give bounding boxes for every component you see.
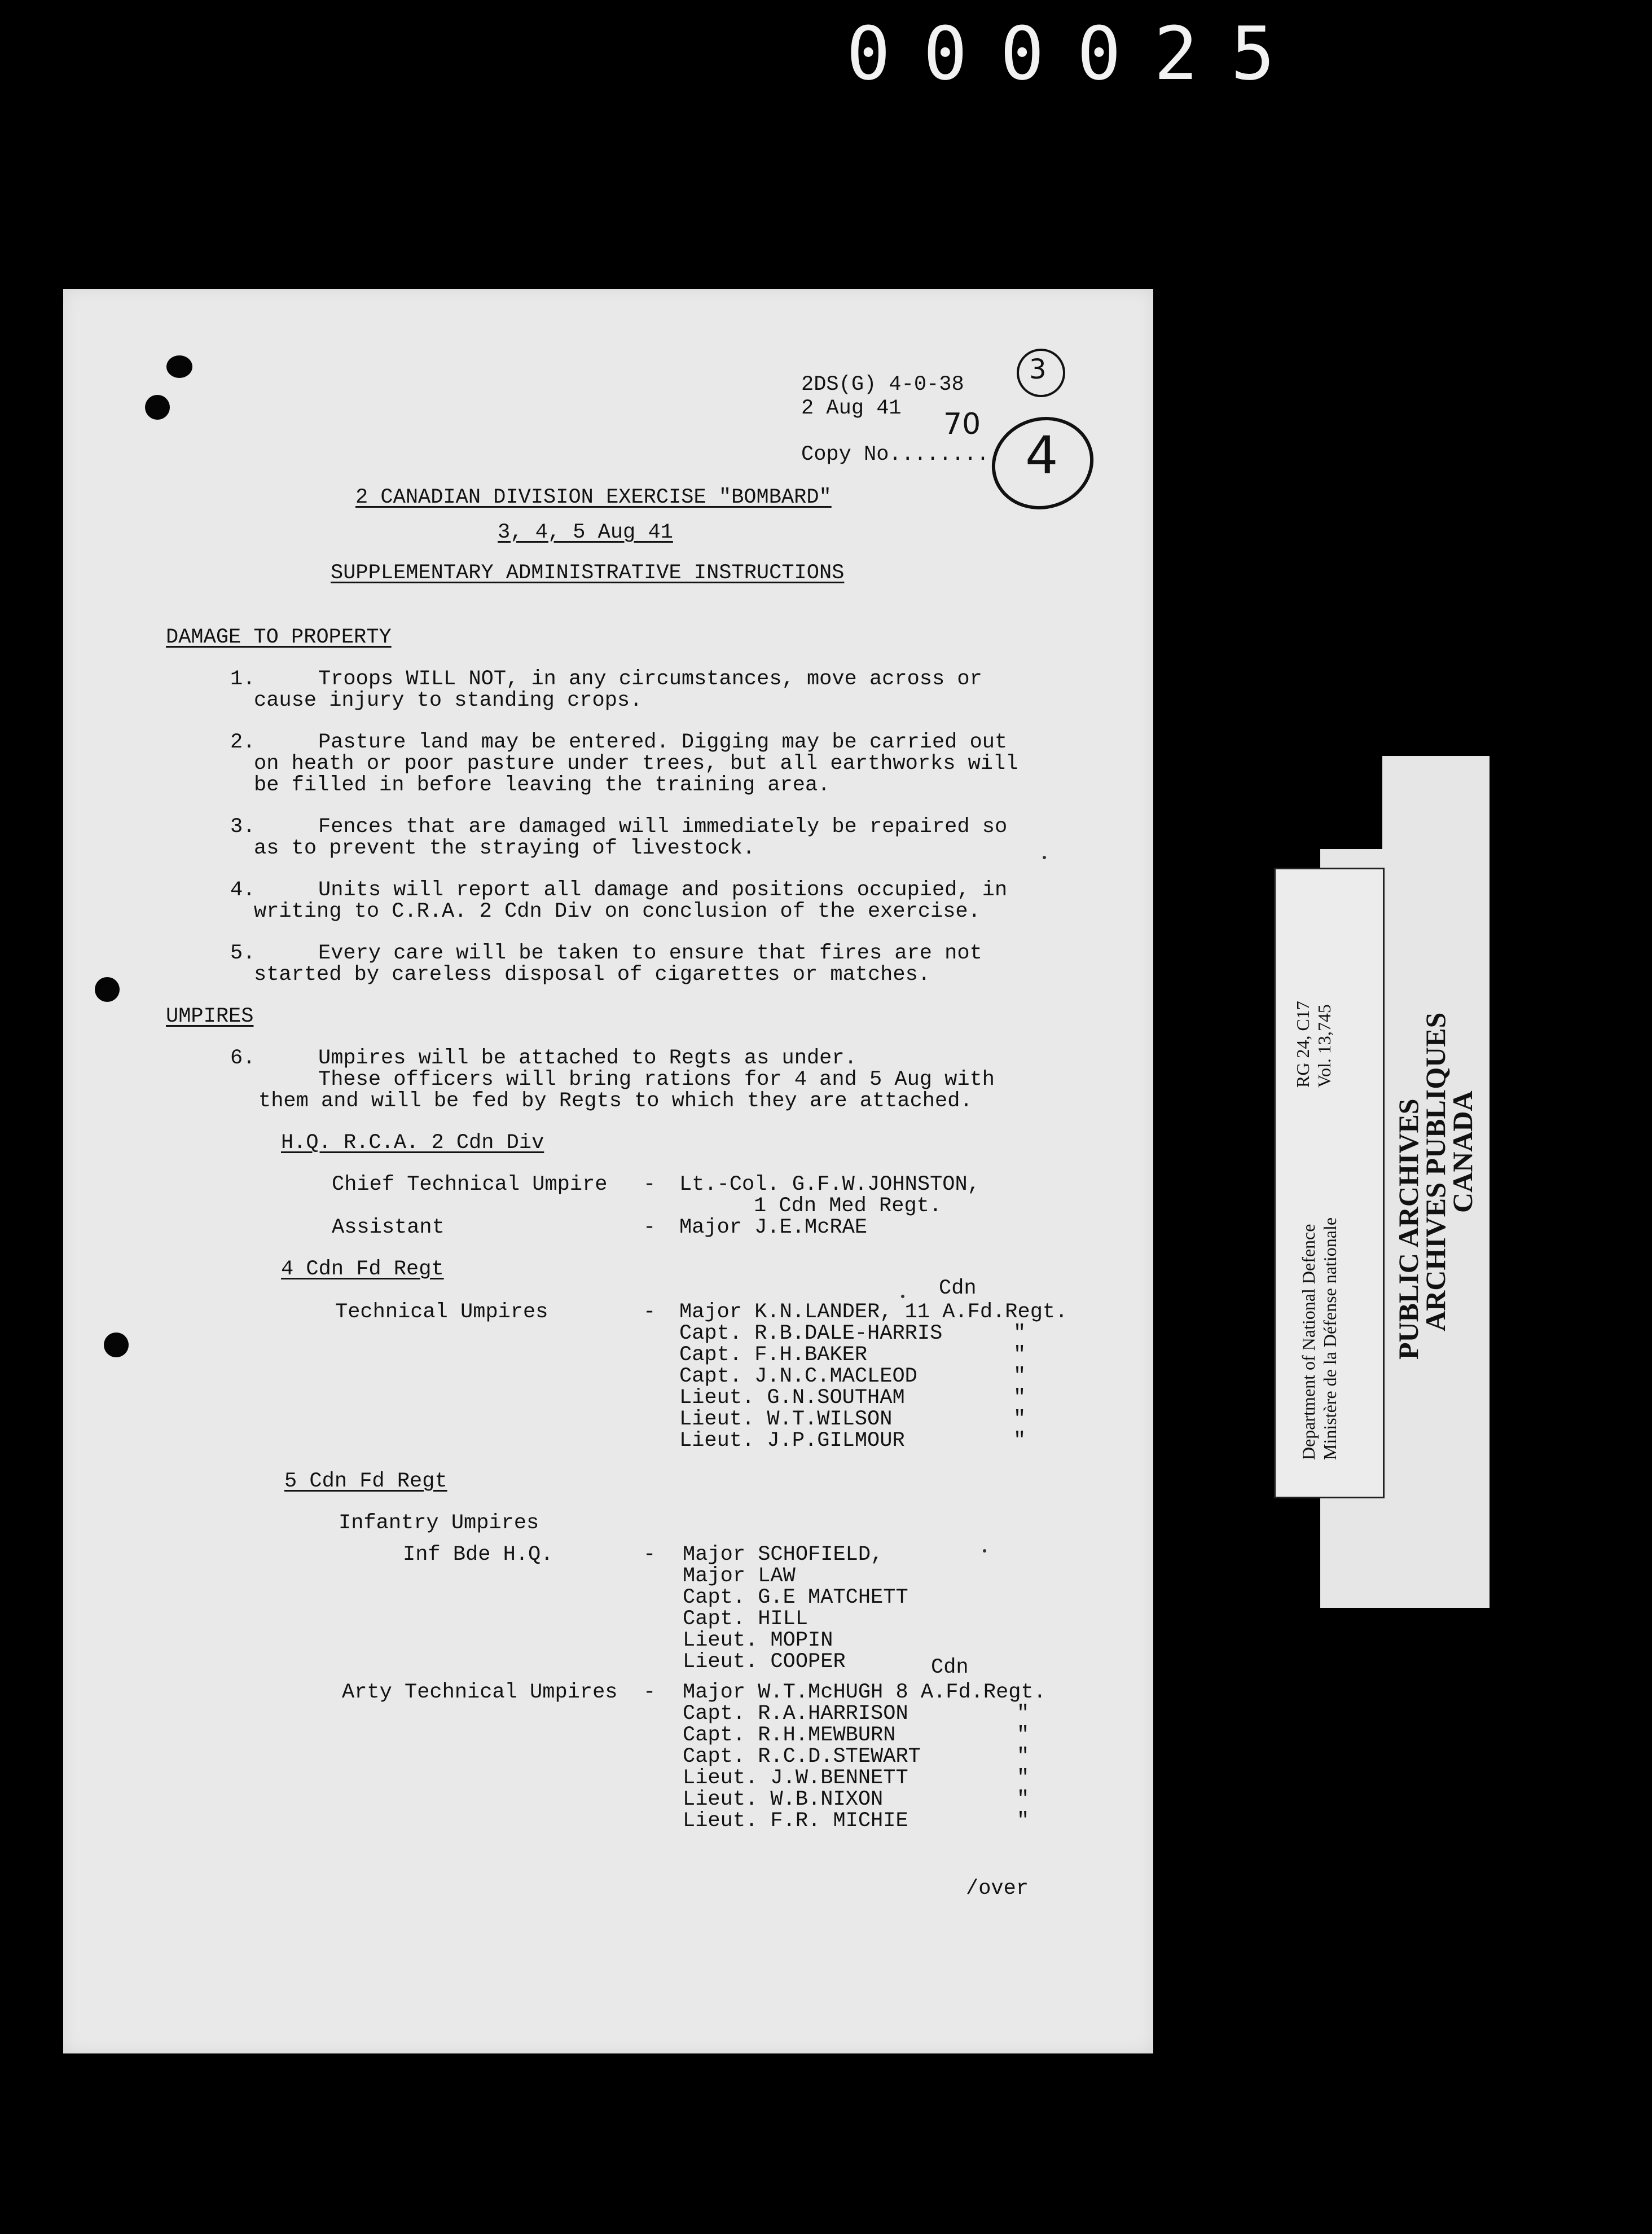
umpire-name: Major SCHOFIELD, bbox=[683, 1543, 884, 1567]
paragraph-3-line: Fences that are damaged will immediately be repaired so bbox=[318, 815, 1008, 839]
dash: - bbox=[643, 1681, 656, 1704]
paragraph-number: 6. bbox=[230, 1046, 256, 1070]
section-heading-damage: DAMAGE TO PROPERTY bbox=[166, 626, 392, 649]
paragraph-3-line: as to prevent the straying of livestock. bbox=[254, 837, 755, 860]
umpire-name: Lieut. J.W.BENNETT bbox=[683, 1766, 908, 1790]
paragraph-number: 1. bbox=[230, 667, 256, 691]
infantry-umpires-label: Infantry Umpires bbox=[339, 1511, 539, 1535]
document-date: 2 Aug 41 bbox=[801, 397, 902, 420]
copy-number-field: Copy No........ bbox=[801, 443, 990, 467]
dash: - bbox=[643, 1543, 656, 1567]
umpire-name: Capt. R.A.HARRISON bbox=[683, 1702, 908, 1726]
circled-number-4-label: 4 bbox=[1025, 425, 1058, 486]
umpire-name: Lieut. MOPIN bbox=[683, 1629, 833, 1652]
ditto-mark: " bbox=[1013, 1343, 1026, 1367]
department-name-fr: Ministère de la Défense nationale bbox=[1320, 1217, 1340, 1460]
technical-umpires-label: Technical Umpires bbox=[335, 1300, 548, 1324]
file-reference: 2DS(G) 4-0-38 bbox=[801, 373, 964, 397]
department-name-en: Department of National Defence bbox=[1298, 1224, 1319, 1460]
cdn-annotation: Cdn bbox=[939, 1277, 977, 1300]
dash: - bbox=[643, 1300, 656, 1324]
umpire-name: Major K.N.LANDER, 11 A.Fd.Regt. bbox=[679, 1300, 1068, 1324]
dash: - bbox=[643, 1173, 656, 1197]
umpire-name: Capt. R.H.MEWBURN bbox=[683, 1723, 896, 1747]
chief-technical-umpire-name: Lt.-Col. G.F.W.JOHNSTON, bbox=[679, 1173, 980, 1197]
assistant-name: Major J.E.McRAE bbox=[679, 1216, 868, 1239]
paragraph-2-line: on heath or poor pasture under trees, but all earthworks will bbox=[254, 752, 1018, 776]
paragraph-6-line: them and will be fed by Regts to which they are attached. bbox=[258, 1089, 973, 1113]
regt-5-heading: 5 Cdn Fd Regt bbox=[284, 1470, 447, 1493]
punch-hole-blot bbox=[166, 355, 192, 378]
paragraph-4-line: Units will report all damage and positions occupied, in bbox=[318, 878, 1008, 902]
speck bbox=[983, 1549, 986, 1553]
exercise-title: 2 CANADIAN DIVISION EXERCISE "BOMBARD" bbox=[355, 486, 832, 509]
section-heading-umpires: UMPIRES bbox=[166, 1005, 254, 1028]
regt-4-heading: 4 Cdn Fd Regt bbox=[281, 1257, 444, 1281]
archive-reference: RG 24, C17 bbox=[1293, 1001, 1313, 1088]
paragraph-number: 2. bbox=[230, 731, 256, 754]
ditto-mark: " bbox=[1017, 1766, 1030, 1790]
speck bbox=[901, 1295, 904, 1298]
paragraph-1-line: cause injury to standing crops. bbox=[254, 689, 643, 713]
exercise-dates: 3, 4, 5 Aug 41 bbox=[498, 521, 673, 544]
ditto-mark: " bbox=[1013, 1408, 1026, 1431]
paragraph-2-line: Pasture land may be entered. Digging may be carried out bbox=[318, 731, 1008, 754]
card-notch bbox=[1320, 756, 1382, 849]
umpire-name: Lieut. COOPER bbox=[683, 1650, 846, 1674]
dash: - bbox=[643, 1216, 656, 1239]
paragraph-5-line: started by careless disposal of cigarettes or matches. bbox=[254, 963, 930, 987]
document-page bbox=[63, 289, 1153, 2053]
archive-country: CANADA bbox=[1447, 1090, 1478, 1213]
umpire-name: Lieut. W.T.WILSON bbox=[679, 1408, 893, 1431]
paragraph-6-line: These officers will bring rations for 4 and 5 Aug with bbox=[318, 1068, 995, 1092]
umpire-name: Capt. R.C.D.STEWART bbox=[683, 1745, 921, 1769]
cdn-annotation: Cdn bbox=[931, 1656, 969, 1679]
ditto-mark: " bbox=[1013, 1322, 1026, 1345]
paragraph-5-line: Every care will be taken to ensure that fires are not bbox=[318, 942, 982, 965]
paragraph-4-line: writing to C.R.A. 2 Cdn Div on conclusion of the exercise. bbox=[254, 900, 981, 923]
umpire-name: Capt. J.N.C.MACLEOD bbox=[679, 1365, 917, 1388]
umpire-name: Lieut. F.R. MICHIE bbox=[683, 1809, 908, 1833]
inf-bde-hq-label: Inf Bde H.Q. bbox=[403, 1543, 553, 1567]
archive-title-en: PUBLIC ARCHIVES bbox=[1392, 1098, 1424, 1360]
ditto-mark: " bbox=[1017, 1702, 1030, 1726]
umpire-name: Lieut. J.P.GILMOUR bbox=[679, 1429, 905, 1453]
umpire-name: Lieut. G.N.SOUTHAM bbox=[679, 1386, 905, 1410]
punch-hole-blot bbox=[95, 977, 120, 1002]
ditto-mark: " bbox=[1013, 1365, 1026, 1388]
hq-rca-heading: H.Q. R.C.A. 2 Cdn Div bbox=[281, 1131, 544, 1155]
umpire-name: Lieut. W.B.NIXON bbox=[683, 1788, 884, 1811]
ditto-mark: " bbox=[1017, 1809, 1030, 1833]
ditto-mark: " bbox=[1017, 1745, 1030, 1769]
circled-number-3-label: 3 bbox=[1029, 354, 1047, 385]
umpire-name: Capt. F.H.BAKER bbox=[679, 1343, 868, 1367]
ditto-mark: " bbox=[1013, 1386, 1026, 1410]
paragraph-1-line: Troops WILL NOT, in any circumstances, move across or bbox=[318, 667, 982, 691]
punch-hole-blot bbox=[145, 395, 170, 420]
assistant-label: Assistant bbox=[332, 1216, 445, 1239]
paragraph-number: 4. bbox=[230, 878, 256, 902]
chief-technical-umpire-unit: 1 Cdn Med Regt. bbox=[754, 1194, 942, 1218]
over-footer: /over bbox=[966, 1877, 1029, 1901]
paragraph-number: 3. bbox=[230, 815, 256, 839]
arty-technical-umpires-label: Arty Technical Umpires bbox=[342, 1681, 618, 1704]
paragraph-6-line: Umpires will be attached to Regts as under. bbox=[318, 1046, 857, 1070]
punch-hole-blot bbox=[104, 1333, 129, 1357]
speck bbox=[1043, 856, 1046, 859]
chief-technical-umpire-label: Chief Technical Umpire bbox=[332, 1173, 608, 1197]
paragraph-number: 5. bbox=[230, 942, 256, 965]
umpire-name: Capt. R.B.DALE-HARRIS bbox=[679, 1322, 943, 1345]
umpire-name: Major W.T.McHUGH 8 A.Fd.Regt. bbox=[683, 1681, 1046, 1704]
umpire-name: Major LAW bbox=[683, 1564, 796, 1588]
document-subtitle: SUPPLEMENTARY ADMINISTRATIVE INSTRUCTIONS bbox=[331, 561, 845, 585]
archive-volume: Vol. 13,745 bbox=[1314, 1004, 1334, 1088]
umpire-name: Capt. G.E MATCHETT bbox=[683, 1586, 908, 1609]
handwritten-copy-number: 70 bbox=[943, 407, 981, 441]
paragraph-2-line: be filled in before leaving the training area. bbox=[254, 773, 831, 797]
archive-title-fr: ARCHIVES PUBLIQUES bbox=[1420, 1012, 1451, 1331]
microfilm-frame-number: 000025 bbox=[846, 11, 1308, 96]
umpire-name: Capt. HILL bbox=[683, 1607, 809, 1631]
ditto-mark: " bbox=[1017, 1723, 1030, 1747]
ditto-mark: " bbox=[1017, 1788, 1030, 1811]
ditto-mark: " bbox=[1013, 1429, 1026, 1453]
